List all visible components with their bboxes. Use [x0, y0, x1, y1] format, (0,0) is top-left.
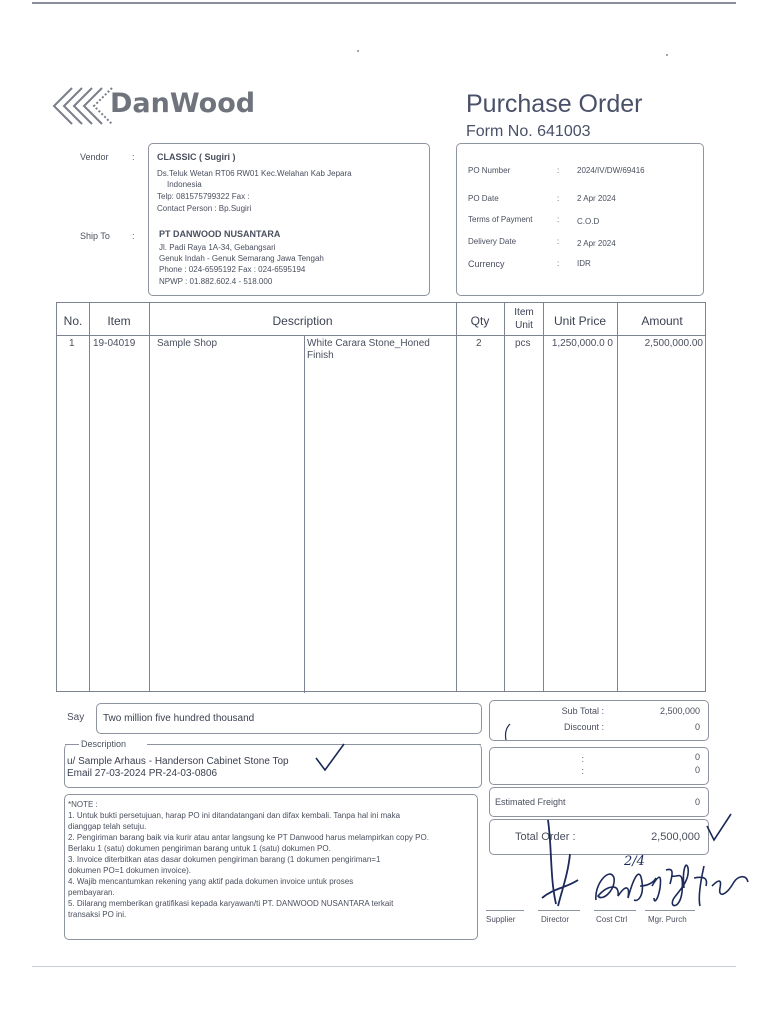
- row-unit: pcs: [515, 338, 531, 349]
- delivery-date-label: Delivery Date: [468, 237, 517, 246]
- description-label: Description: [81, 739, 127, 749]
- po-colon: :: [557, 237, 560, 246]
- header-item: Item: [107, 314, 131, 328]
- logo-text: DanWood: [110, 88, 256, 119]
- header-description: Description: [272, 314, 333, 328]
- header-no: No.: [63, 314, 83, 328]
- blank-value-1: 0: [694, 752, 700, 762]
- say-label: Say: [67, 712, 85, 723]
- table-column-divider: [504, 303, 505, 691]
- director-signature-image: [540, 818, 580, 912]
- note-item: 4. Wajib mencantumkan rekening yang aktif pada dokumen invoice untuk proses pembayaran.: [68, 877, 354, 897]
- row-item: 19-04019: [93, 338, 136, 349]
- freight-value: 0: [694, 797, 700, 807]
- po-date-value: 2 Apr 2024: [577, 194, 616, 203]
- terms-label: Terms of Payment: [468, 215, 533, 224]
- row-qty: 2: [476, 338, 482, 349]
- scan-bottom-edge: [32, 966, 736, 967]
- po-number-label: PO Number: [468, 166, 511, 175]
- table-column-divider: [89, 303, 90, 691]
- frame-line: [65, 744, 79, 745]
- vendor-colon: :: [132, 152, 135, 162]
- handwritten-initials: 2/4: [624, 854, 645, 869]
- company-logo: [48, 84, 258, 128]
- mgr-purch-signature-image: [648, 858, 752, 914]
- note-item: 2. Pengiriman barang baik via kurir atau antar langsung ke PT Danwood harus melampirkan copy PO. Berlaku 1 (satu) dokumen pengiriman barang untuk 1 (satu) dokumen PO.: [68, 833, 429, 853]
- signature-label-director: Director: [541, 915, 570, 924]
- po-info-box: [456, 143, 704, 296]
- description-line-2: Email 27-03-2024 PR-24-03-0806: [67, 768, 218, 779]
- delivery-date-value: 2 Apr 2024: [577, 239, 616, 248]
- table-header-divider: [57, 335, 705, 336]
- amount-in-words: Two million five hundred thousand: [103, 713, 255, 724]
- signature-label-mgr-purch: Mgr. Purch: [648, 915, 687, 924]
- vendor-address-2: Indonesia: [167, 180, 202, 189]
- po-colon: :: [557, 215, 560, 224]
- notes-title: *NOTE :: [68, 800, 98, 809]
- document-title: Purchase Order: [466, 90, 643, 118]
- row-description: Sample Shop: [157, 338, 218, 349]
- note-item: 3. Invoice diterbitkan atas dasar dokumen pengiriman barang (1 dokumen pengiriman=1 dokumen PO=1 dokumen invoice).: [68, 855, 381, 875]
- note-item: 5. Dilarang memberikan gratifikasi kepada karyawan/ti PT. DANWOOD NUSANTARA terkait transaksi PO ini.: [68, 899, 394, 919]
- vendor-name: CLASSIC ( Sugiri ): [157, 152, 236, 162]
- logo-chevron-icon: [48, 84, 118, 128]
- ship-to-label: Ship To: [80, 231, 110, 241]
- terms-value: C.O.D: [577, 217, 600, 226]
- blank-value-2: 0: [694, 765, 700, 775]
- notes-box: [64, 794, 478, 940]
- vendor-label: Vendor: [80, 152, 109, 162]
- blank-label-1: :: [581, 754, 584, 764]
- header-unit-price: Unit Price: [553, 314, 606, 328]
- shipto-npwp: NPWP : 01.882.602.4 - 518.000: [159, 277, 273, 286]
- shipto-name: PT DANWOOD NUSANTARA: [159, 229, 281, 239]
- vendor-phone: Telp: 081575799322 Fax :: [157, 192, 250, 201]
- ship-to-colon: :: [132, 231, 135, 241]
- form-number: Form No. 641003: [466, 123, 591, 140]
- checkmark-icon: [310, 740, 350, 776]
- row-description-detail: White Carara Stone_Honed Finish: [307, 338, 430, 361]
- signature-line-supplier: [486, 910, 524, 911]
- subtotal-value: 2,500,000: [659, 706, 700, 716]
- scan-top-edge: [32, 2, 736, 4]
- shipto-address-1: Jl. Padi Raya 1A-34, Gebangsari: [159, 243, 276, 252]
- subtotal-label: Sub Total :: [561, 706, 604, 716]
- items-table: [56, 302, 706, 692]
- adjustments-box: [489, 747, 709, 785]
- pen-tick-mark: [500, 722, 516, 742]
- po-colon: :: [557, 166, 560, 175]
- vendor-contact: Contact Person : Bp.Sugiri: [157, 204, 252, 213]
- po-number-value: 2024/IV/DW/69416: [577, 166, 645, 175]
- total-label: Total Order :: [515, 831, 576, 843]
- signature-label-cost-ctrl: Cost Ctrl: [596, 915, 628, 924]
- table-column-divider: [149, 303, 150, 691]
- po-colon: :: [557, 194, 560, 203]
- scan-speck: [666, 54, 668, 56]
- scan-speck: [357, 50, 359, 52]
- row-no: 1: [69, 338, 75, 349]
- total-value: 2,500,000: [651, 831, 700, 843]
- table-column-divider: [456, 303, 457, 691]
- total-box: [489, 819, 709, 855]
- header-item-unit: Item Unit: [514, 307, 534, 331]
- table-column-divider: [304, 335, 305, 693]
- header-qty: Qty: [470, 314, 490, 328]
- shipto-address-2: Genuk Indah - Genuk Semarang Jawa Tengah: [159, 254, 324, 263]
- freight-label: Estimated Freight: [495, 797, 566, 807]
- header-amount: Amount: [641, 314, 683, 328]
- vendor-address-1: Ds.Teluk Wetan RT06 RW01 Kec.Welahan Kab Jepara: [157, 169, 352, 178]
- say-box: [96, 703, 482, 734]
- row-unit-price: 1,250,000.0 0: [551, 338, 613, 349]
- note-item: 1. Untuk bukti persetujuan, harap PO ini ditandatangani dan difax kembali. Tanpa hal ini maka dianggap telah setuju.: [68, 811, 401, 831]
- checkmark-icon: [704, 812, 734, 844]
- vendor-shipto-box: [148, 143, 430, 296]
- table-column-divider: [543, 303, 544, 691]
- row-amount: 2,500,000.00: [644, 338, 703, 349]
- freight-box: [489, 787, 709, 817]
- description-line-1: u/ Sample Arhaus - Handerson Cabinet Stone Top: [67, 756, 289, 767]
- currency-label: Currency: [468, 259, 505, 269]
- blank-label-2: :: [581, 766, 584, 776]
- signature-label-supplier: Supplier: [486, 915, 516, 924]
- table-column-divider: [617, 303, 618, 691]
- po-colon: :: [557, 259, 560, 268]
- discount-value: 0: [694, 722, 700, 732]
- discount-label: Discount :: [563, 722, 604, 732]
- po-date-label: PO Date: [468, 194, 499, 203]
- shipto-phone: Phone : 024-6595192 Fax : 024-6595194: [159, 265, 306, 274]
- subtotal-box: [489, 700, 709, 741]
- currency-value: IDR: [577, 259, 591, 268]
